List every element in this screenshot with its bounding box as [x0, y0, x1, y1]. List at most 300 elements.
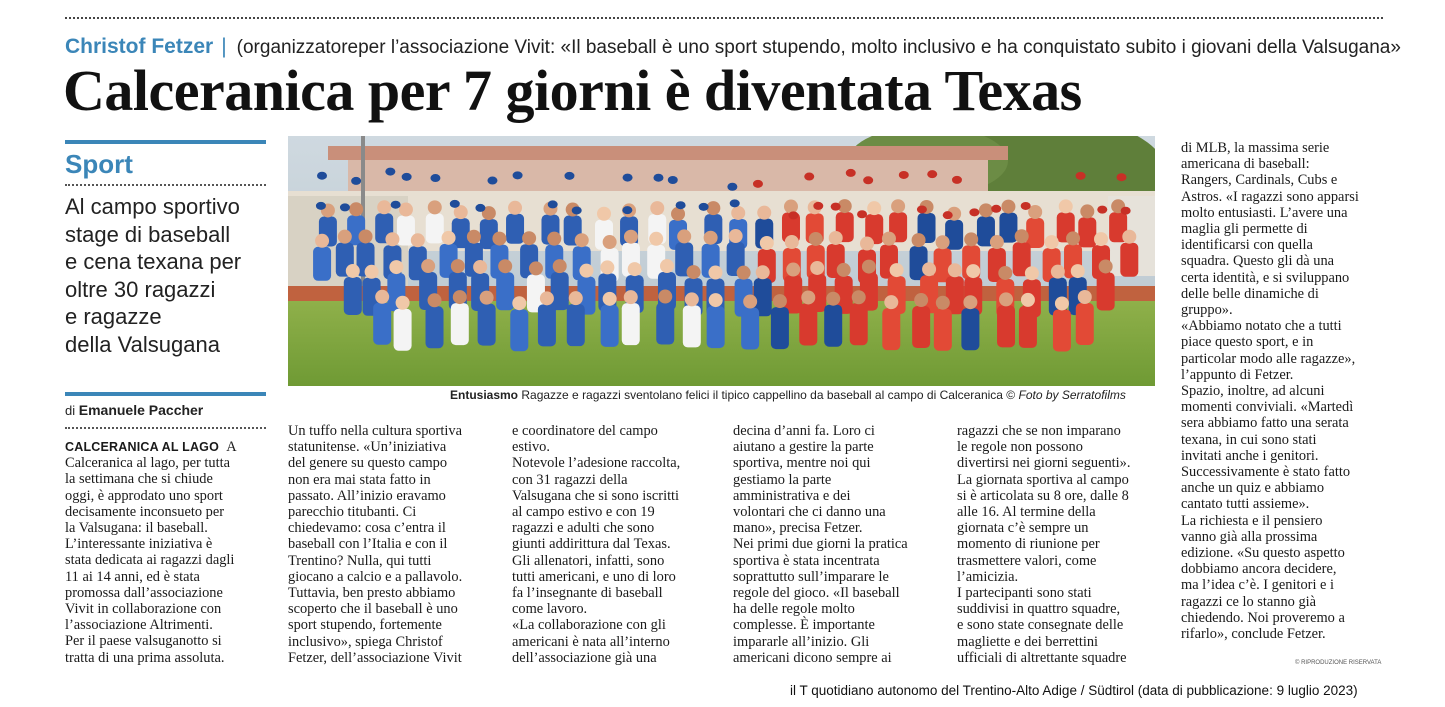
byline-prefix: di [65, 403, 76, 418]
article-line: ragazzi che se non imparano [957, 423, 1121, 439]
photo-cap [487, 177, 497, 185]
photo-person [997, 305, 1015, 347]
article-line: impararle all’inizio. Gli [733, 633, 870, 650]
photo-person-head [624, 290, 638, 304]
photo-person-head [999, 292, 1013, 306]
photo-cap [475, 204, 485, 212]
section-label: Sport [65, 149, 133, 179]
photo-person [538, 304, 556, 346]
article-line: complesse. È importante [733, 617, 875, 634]
article-line: certa identità, e si sviluppano [1181, 269, 1350, 286]
photo-person-head [480, 291, 494, 305]
article-line: estivo. [512, 439, 550, 456]
photo-person-head [411, 233, 425, 247]
photo-person-head [492, 232, 506, 246]
article-line: identificarsi con quella [1181, 237, 1313, 254]
article-line: «La collaborazione con gli [512, 617, 666, 634]
photo-person-head [451, 259, 465, 273]
article-line: come lavoro. [512, 601, 588, 618]
photo-person-head [649, 232, 663, 246]
photo-person-head [826, 292, 840, 306]
article-line: e coordinatore del campo [512, 423, 658, 439]
photo-person-head [428, 200, 442, 214]
article-line: ragazzi e adulti che sono [512, 520, 655, 537]
article-line: parecchio titubanti. Ci [288, 504, 417, 521]
article-line: texana, in cui sono stati [1181, 431, 1317, 448]
article-line: non era mai stata fatto in [288, 471, 431, 488]
photo-cap [1021, 202, 1031, 210]
photo-person-head [948, 263, 962, 277]
article-line: giocano a calcio e a pallavolo. [288, 568, 463, 585]
photo-person [551, 272, 569, 310]
photo-cap [863, 176, 873, 184]
article-line: dobbiamo ancora decidere, [1181, 561, 1337, 578]
photo-person-head [349, 202, 363, 216]
photo-person-head [553, 259, 567, 273]
article-line: Trentino? Nulla, qui tutti [288, 552, 432, 569]
section-rule [65, 140, 266, 144]
photo-cap [788, 211, 798, 219]
photo-person-head [862, 260, 876, 274]
photo-cap [1121, 207, 1131, 215]
article-line: ufficiali di altrettante squadre [957, 649, 1127, 666]
article-line: fa l’insegnante di baseball [512, 585, 663, 602]
article-line: sera abbiamo fatto una serata [1181, 415, 1349, 432]
photo-person-head [687, 265, 701, 279]
article-line: gruppo». [1181, 302, 1233, 319]
photo-cap [653, 174, 663, 182]
photo-person-head [1122, 230, 1136, 244]
photo-person-head [677, 229, 691, 243]
photo-person-head [1055, 296, 1069, 310]
photo-person [934, 309, 952, 351]
article-line: chiedevamo: cosa c’entra il [288, 520, 446, 537]
photo-cap [623, 174, 633, 182]
summary-line: della Valsugana [65, 331, 220, 357]
photo-person [683, 305, 701, 347]
article-line: momenti conviviali. «Martedì [1181, 399, 1354, 416]
photo-person-head [1094, 232, 1108, 246]
photo-cap [402, 173, 412, 181]
article-line: l’associazione Altrimenti. [65, 617, 213, 634]
photo-person-head [966, 264, 980, 278]
article-column-2 [288, 423, 492, 666]
photo-person-head [377, 200, 391, 214]
photo-cap [668, 176, 678, 184]
article-line: Vivit in collaborazione con [65, 601, 222, 618]
photo-person [741, 308, 759, 350]
photo-person-head [512, 296, 526, 310]
photo-person-head [936, 235, 950, 249]
photo-person-head [757, 206, 771, 220]
article-line: Calceranica al lago, per tutta [65, 455, 231, 472]
dateline-tail: A [226, 439, 237, 455]
photo-person-head [399, 203, 413, 217]
photo-person-head [359, 229, 373, 243]
photo-person [824, 305, 842, 347]
photo-person-head [473, 260, 487, 274]
summary-line: Al campo sportivo [65, 194, 240, 219]
article-line: Valsugana che si sono iscritti [512, 487, 680, 504]
article-line: sport stupendo, fortemente [288, 617, 442, 634]
photo-person-head [708, 266, 722, 280]
article-column-6 [1181, 140, 1386, 642]
photo-cap [340, 203, 350, 211]
photo-cap [450, 200, 460, 208]
article-line: Notevole l’adesione raccolta, [512, 455, 681, 472]
article-line: statunitense. «Un’iniziativa [288, 439, 447, 456]
article-line: Successivamente è stato fatto [1181, 464, 1351, 481]
photo-cap [969, 208, 979, 216]
article-line: inclusivo», spiega Christof [288, 633, 443, 650]
photo-person-head [867, 201, 881, 215]
article-line: Tuttavia, ben presto abbiamo [288, 585, 456, 602]
article-line: ha delle regole molto [733, 601, 855, 618]
photo-person-head [1021, 293, 1035, 307]
summary [65, 193, 270, 358]
article-line: gestiamo la parte [733, 471, 832, 488]
photo-person [1076, 303, 1094, 345]
summary-line: oltre 30 ragazzi [65, 276, 216, 302]
article-line: decina d’anni fa. Loro ci [733, 423, 875, 439]
photo-person [707, 306, 725, 348]
article-line: giunti addirittura dal Texas. [512, 536, 671, 553]
summary-line: stage di baseball [65, 221, 231, 247]
dateline: CALCERANICA AL LAGO [65, 440, 220, 454]
photo-cap [991, 205, 1001, 213]
photo-person-head [829, 231, 843, 245]
photo-person-head [756, 265, 770, 279]
photo-person [426, 213, 444, 243]
article-line: squadra. Questo gli dà una [1181, 253, 1335, 270]
photo-person-head [760, 236, 774, 250]
photo-person-head [860, 237, 874, 251]
photo-person-head [428, 293, 442, 307]
photo-person [771, 307, 789, 349]
article-line: Un tuffo nella cultura sportiva [288, 423, 462, 439]
photo-person [394, 309, 412, 351]
photo-cap [317, 172, 327, 180]
article-line: baseball con l’Italia e con il [288, 536, 448, 553]
photo-cap [831, 203, 841, 211]
article-line: trasmettere valori, come [957, 552, 1097, 569]
photo-cap [943, 211, 953, 219]
article-line: tutti americani, e uno di loro [512, 568, 676, 585]
photo-person-head [912, 233, 926, 247]
photo-person [478, 304, 496, 346]
article-line: particolar modo alle ragazze», [1181, 350, 1356, 367]
photo-person-head [809, 232, 823, 246]
article-line: cantato tutti assieme». [1181, 496, 1310, 513]
photo-person-head [891, 199, 905, 213]
article-line: La giornata sportiva al campo [957, 471, 1129, 488]
article-line: vanno già alla prossima [1181, 528, 1318, 545]
photo-person-head [964, 232, 978, 246]
photo-person [1053, 309, 1071, 351]
photo-person-head [837, 263, 851, 277]
photo-person-head [784, 200, 798, 214]
photo-person [1120, 243, 1138, 277]
article-column-4 [733, 423, 939, 666]
article-line: promossa dall’associazione [65, 584, 223, 601]
photo-person-head [385, 232, 399, 246]
article-line: Rangers, Cardinals, Cubs e [1181, 172, 1338, 189]
photo-person [961, 308, 979, 350]
photo-person-head [396, 296, 410, 310]
photo-person-head [1001, 200, 1015, 214]
photo-person-head [603, 235, 617, 249]
photo-person [373, 303, 391, 345]
article-line: sportiva è stata incentrata [733, 552, 880, 569]
article-line: con 31 ragazzi della [512, 471, 628, 488]
article-line: maglia gli permette di [1181, 221, 1308, 238]
article-line: anche un quiz e abbiamo [1181, 480, 1325, 497]
article-line: «Abbiamo notato che a tutti [1181, 318, 1342, 335]
article-line: Spazio, inoltre, ad alcuni [1181, 383, 1325, 400]
photo-cap [899, 171, 909, 179]
photo-cap [622, 206, 632, 214]
article-line: del genere su questo campo [288, 455, 448, 472]
photo-person-head [936, 296, 950, 310]
photo-cap [351, 177, 361, 185]
byline-author: Emanuele Paccher [78, 402, 204, 418]
caption-lead: Entusiasmo [450, 388, 519, 402]
photo-person-head [884, 295, 898, 309]
article-line: regole del gioco. «Il baseball [733, 585, 900, 602]
photo-person-head [1078, 290, 1092, 304]
photo-caption [450, 387, 1170, 403]
photo-person-head [315, 234, 329, 248]
photo-person [1078, 217, 1096, 247]
caption-credit: Foto by Serratofilms [1018, 388, 1126, 402]
photo-person-head [1066, 231, 1080, 245]
photo-person-head [389, 260, 403, 274]
photo-person-head [522, 231, 536, 245]
photo-person [1097, 272, 1115, 310]
photo-person-head [998, 266, 1012, 280]
article-line: ma l’idea c’è. I genitori e i [1181, 577, 1335, 594]
article-line: si è articolata su 8 ore, dalle 8 [957, 487, 1129, 504]
photo-person-head [852, 290, 866, 304]
photo-person-head [421, 259, 435, 273]
photo-person-head [1015, 229, 1029, 243]
photo-person-head [1059, 199, 1073, 213]
article-line: momento di riunione per [957, 536, 1100, 553]
copyright-notice: © RIPRODUZIONE RISERVATA [1295, 660, 1382, 666]
photo-person-head [442, 231, 456, 245]
photo-person-head [597, 207, 611, 221]
photo-cap [813, 202, 823, 210]
photo-cap [857, 210, 867, 218]
photo-person [622, 303, 640, 345]
photo-cap [917, 205, 927, 213]
article-column-5 [957, 423, 1160, 666]
photo-person [799, 303, 817, 345]
article-line: tratta di una prima assoluta. [65, 649, 225, 666]
photo-person [313, 247, 331, 281]
article-line: soprattutto sull’imparare le [733, 568, 889, 585]
photo-person-head [990, 235, 1004, 249]
byline-rule [65, 392, 266, 396]
photo-cap [1076, 172, 1086, 180]
article-line: volontari che ci danno una [733, 504, 886, 521]
article-line: edizione. «Su questo aspetto [1181, 545, 1345, 562]
photo-person [882, 308, 900, 350]
photo-cap [391, 201, 401, 209]
photo-person-head [706, 201, 720, 215]
section-dotted-rule [65, 184, 266, 186]
article-line: suddivisi in quattro squadre, [957, 601, 1121, 618]
photo-person-head [547, 232, 561, 246]
article-line: le regole non possono [957, 439, 1083, 456]
article-line: la Valsugana: il baseball. [65, 520, 208, 537]
article-line: dell’associazione già una [512, 649, 657, 666]
photo-person [344, 277, 362, 315]
kicker-separator: | [221, 35, 227, 58]
photo-person-head [1080, 204, 1094, 218]
photo-person-head [786, 263, 800, 277]
article-line: magliette e dei berrettini [957, 633, 1099, 650]
photo-person-head [624, 230, 638, 244]
article-line: rifarlo», conclude Fetzer. [1181, 626, 1326, 643]
team-photo [288, 136, 1155, 386]
photo-person-head [508, 201, 522, 215]
article-line: La richiesta e il pensiero [1181, 512, 1323, 529]
article-line: oggi, è approdato uno sport [65, 487, 223, 504]
article-line: Gli allenatori, infatti, sono [512, 552, 665, 569]
photo-cap [548, 200, 558, 208]
photo-person [601, 305, 619, 347]
photo-person [510, 309, 528, 351]
article-line: e sono state consegnate delle [957, 617, 1124, 634]
summary-line: e ragazze [65, 304, 162, 329]
article-line: al campo estivo e con 19 [512, 504, 655, 521]
photo-person-head [785, 235, 799, 249]
photo-cap [727, 183, 737, 191]
article-line: americani dicono sempre ai [733, 649, 892, 666]
photo-cap [1097, 206, 1107, 214]
photo-person-head [498, 259, 512, 273]
photo-cap [430, 174, 440, 182]
photo-cap [676, 201, 686, 209]
article-line: scoperto che il baseball è uno [288, 601, 458, 618]
summary-line: e cena texana per [65, 249, 242, 274]
article-line: la settimana che si chiude [65, 471, 213, 488]
photo-person-head [671, 207, 685, 221]
photo-person-head [709, 293, 723, 307]
photo-person-head [743, 295, 757, 309]
photo-person-head [731, 206, 745, 220]
photo-person [912, 306, 930, 348]
photo-person-head [979, 203, 993, 217]
photo-person [567, 304, 585, 346]
photo-person [946, 276, 964, 314]
photo-cap [804, 173, 814, 181]
article-line: giornata c’è sempre un [957, 520, 1089, 537]
photo-cap [927, 170, 937, 178]
article-line: Fetzer, dell’associazione Vivit [288, 649, 462, 666]
article-line: ragazzi ce lo stanno già [1181, 593, 1317, 610]
article-line: Astros. «I ragazzi sono apparsi [1181, 188, 1359, 205]
photo-person-head [346, 264, 360, 278]
photo-person-head [540, 291, 554, 305]
photo-person-head [810, 261, 824, 275]
caption-text: Ragazze e ragazzi sventolano felici il tipico cappellino da baseball al campo di Calceranica © [521, 388, 1016, 402]
photo-cap [846, 169, 856, 177]
photo-person-head [737, 266, 751, 280]
photo-person-head [890, 263, 904, 277]
photo-person-head [467, 230, 481, 244]
photo-person-head [658, 290, 672, 304]
photo-person-head [1045, 235, 1059, 249]
photo-person-head [650, 201, 664, 215]
article-line: delle belle dinamiche di [1181, 285, 1319, 302]
photo-person [426, 306, 444, 348]
photo-person-head [529, 261, 543, 275]
article-line: amministrativa e dei [733, 487, 851, 504]
article-line: alle 16. Al termine della [957, 504, 1096, 521]
article-line: l’amicizia. [957, 568, 1019, 585]
photo-person [451, 303, 469, 345]
photo-person-head [628, 262, 642, 276]
headline: Calceranica per 7 giorni è diventata Texas [63, 58, 1082, 123]
article-line: americana di baseball: [1181, 156, 1310, 173]
photo-person-head [660, 259, 674, 273]
article-line: aiutano a gestire la parte [733, 439, 874, 456]
photo-person-head [704, 231, 718, 245]
photo-person-head [882, 232, 896, 246]
article-line: chiedendo. Noi proveremo a [1181, 609, 1345, 626]
article-line: molto entusiasti. L’avere una [1181, 204, 1348, 221]
photo-person-head [729, 229, 743, 243]
photo-person [506, 214, 524, 244]
photo-person-head [1071, 264, 1085, 278]
photo-person [910, 246, 928, 280]
photo-person [496, 272, 514, 310]
photo-person-head [914, 293, 928, 307]
kicker-quote: (organizzatoreper l’associazione Vivit: «Il baseball è uno sport stupendo, molto inclusivo e ha conquistato subito i giovani della Valsugana» [236, 37, 1401, 58]
article-line: divertirsi nei giorni seguenti». [957, 455, 1131, 472]
photo-person-head [1051, 265, 1065, 279]
photo-cap [753, 180, 763, 188]
photo-cap [1117, 173, 1127, 181]
photo-cap [385, 168, 395, 176]
photo-person-head [1099, 259, 1113, 273]
photo-person-head [338, 230, 352, 244]
article-column-3 [512, 423, 712, 666]
photo-person-head [773, 294, 787, 308]
photo-cap [316, 202, 326, 210]
publication-footer: il T quotidiano autonomo del Trentino-Alto Adige / Südtirol (data di pubblicazione: 9 luglio 2023) [790, 683, 1358, 698]
photo-cap [952, 176, 962, 184]
photo-person-head [579, 264, 593, 278]
article-line: Per il paese valsuganotto si [65, 633, 222, 650]
article-line: stata dedicata ai ragazzi dagli [65, 552, 235, 569]
kicker-name: Christof Fetzer [65, 35, 214, 58]
photo-person-head [1025, 266, 1039, 280]
article-line: piace questo sport, e in [1181, 334, 1314, 351]
article-line: di MLB, la massima serie [1181, 140, 1330, 156]
photo-person-head [922, 262, 936, 276]
photo-person-head [963, 295, 977, 309]
photo-cap [730, 199, 740, 207]
photo-cap [699, 203, 709, 211]
photo-person-head [575, 233, 589, 247]
top-dotted-rule [65, 17, 1383, 19]
article-line: decisamente inconsueto per [65, 503, 225, 520]
article-line: I partecipanti sono stati [957, 585, 1092, 602]
photo-person-head [801, 290, 815, 304]
